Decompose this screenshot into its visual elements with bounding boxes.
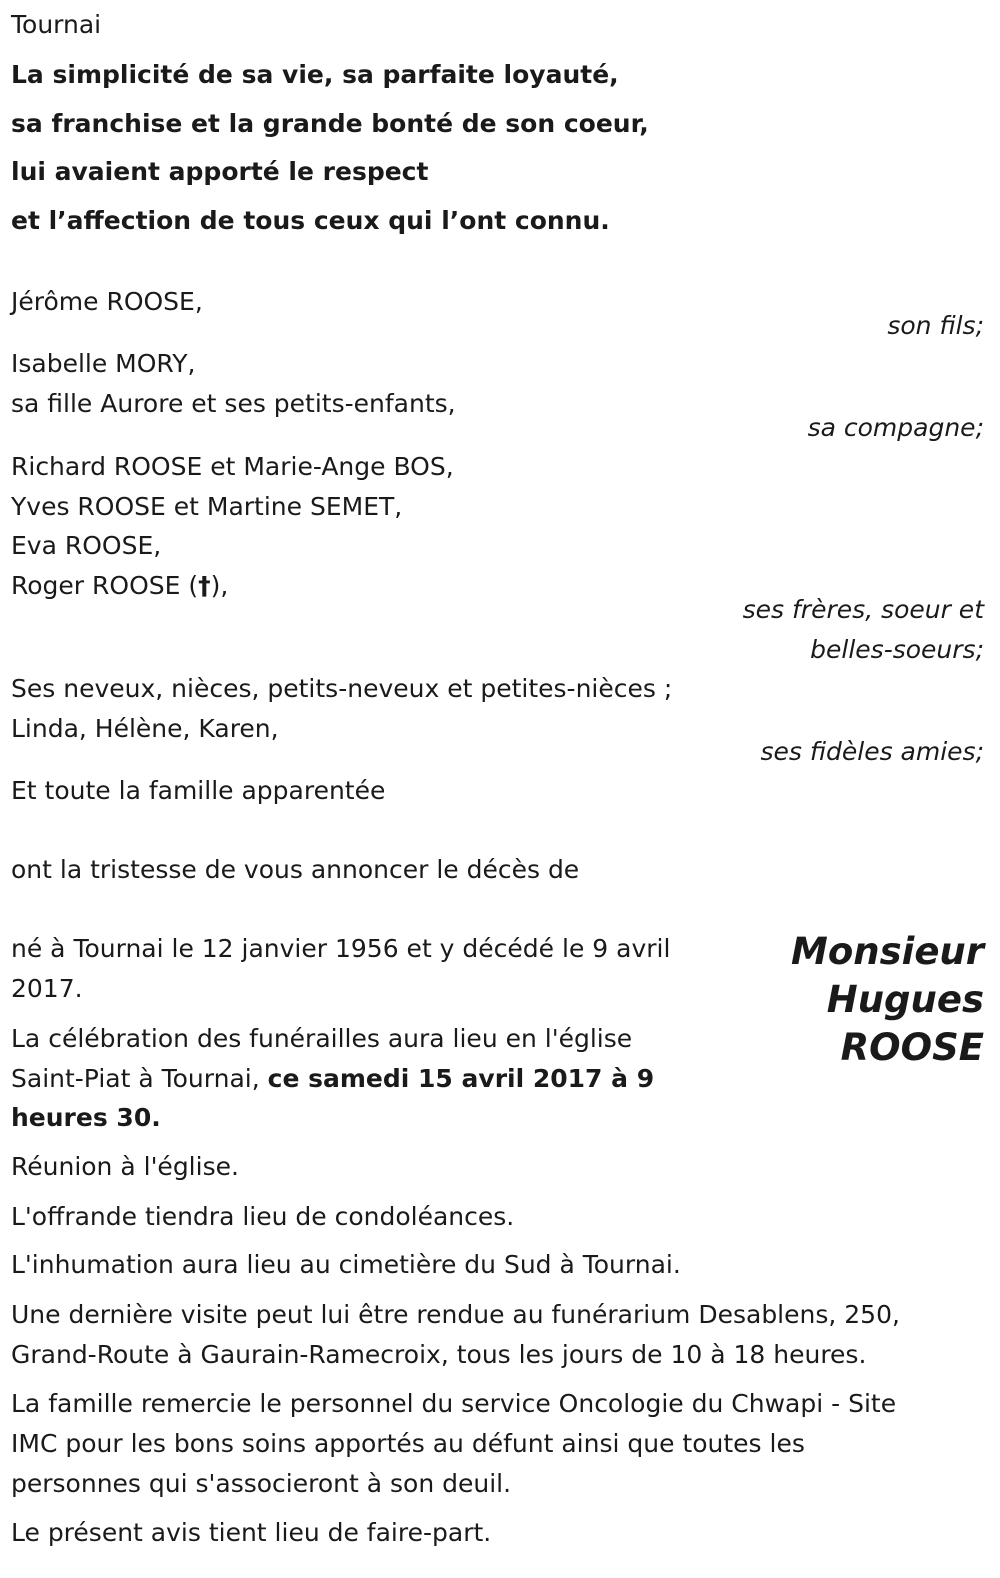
offering-line: L'offrande tiendra lieu de condoléances. xyxy=(11,1202,515,1231)
birth-line: né à Tournai le 12 janvier 1956 et y décédé le 9 avril xyxy=(11,934,671,963)
epitaph-line: La simplicité de sa vie, sa parfaite loyauté, xyxy=(11,60,619,89)
burial-line: L'inhumation aura lieu au cimetière du Sud à Tournai. xyxy=(11,1250,681,1279)
meeting-line: Réunion à l'église. xyxy=(11,1152,239,1181)
deceased-first-name: Hugues xyxy=(826,978,984,1021)
funeral-datetime: ce samedi 15 avril 2017 à 9 xyxy=(267,1064,655,1093)
sibling-deceased-name: Roger ROOSE ( xyxy=(11,571,199,600)
son-relation: son fils; xyxy=(887,311,984,340)
sibling-line: Yves ROOSE et Martine SEMET, xyxy=(11,492,403,521)
epitaph-line: et l’affection de tous ceux qui l’ont connu. xyxy=(11,206,610,235)
funeral-place: Saint-Piat à Tournai, xyxy=(11,1064,268,1093)
sibling-line: Richard ROOSE et Marie-Ange BOS, xyxy=(11,452,454,481)
epitaph-line: sa franchise et la grande bonté de son coeur, xyxy=(11,109,649,138)
friends-relation: ses fidèles amies; xyxy=(760,737,984,766)
epitaph-line: lui avaient apporté le respect xyxy=(11,157,429,186)
thanks-line: IMC pour les bons soins apportés au défunt ainsi que toutes les xyxy=(11,1429,805,1458)
cross-icon: † xyxy=(198,571,211,600)
deceased-name-block xyxy=(791,928,984,1072)
deceased-title: Monsieur xyxy=(791,930,984,973)
funeral-time: heures 30. xyxy=(11,1103,161,1132)
son-name: Jérôme ROOSE, xyxy=(11,287,203,316)
thanks-line: La famille remercie le personnel du service Oncologie du Chwapi - Site xyxy=(11,1389,897,1418)
companion-extra: sa fille Aurore et ses petits-enfants, xyxy=(11,389,456,418)
extended-family-line: Et toute la famille apparentée xyxy=(11,776,386,805)
birth-line: 2017. xyxy=(11,974,83,1003)
siblings-relation: ses frères, soeur et xyxy=(742,595,984,624)
funeral-line xyxy=(11,1062,654,1096)
city-header: Tournai xyxy=(11,10,102,39)
companion-name: Isabelle MORY, xyxy=(11,349,196,378)
siblings-relation: belles-soeurs; xyxy=(810,635,984,664)
closing-line: Le présent avis tient lieu de faire-part. xyxy=(11,1518,492,1547)
nephews-line: Ses neveux, nièces, petits-neveux et petites-nièces ; xyxy=(11,674,673,703)
friends-line: Linda, Hélène, Karen, xyxy=(11,714,279,743)
companion-relation: sa compagne; xyxy=(807,413,984,442)
visit-line: Grand-Route à Gaurain-Ramecroix, tous les jours de 10 à 18 heures. xyxy=(11,1340,867,1369)
sibling-deceased-line xyxy=(11,569,228,603)
thanks-line: personnes qui s'associeront à son deuil. xyxy=(11,1469,512,1498)
announcement-line: ont la tristesse de vous annoncer le décès de xyxy=(11,855,580,884)
deceased-last-name: ROOSE xyxy=(840,1026,984,1069)
funeral-line: La célébration des funérailles aura lieu en l'église xyxy=(11,1024,633,1053)
visit-line: Une dernière visite peut lui être rendue au funérarium Desablens, 250, xyxy=(11,1300,900,1329)
sibling-deceased-suffix: ), xyxy=(210,571,229,600)
sibling-line: Eva ROOSE, xyxy=(11,531,162,560)
